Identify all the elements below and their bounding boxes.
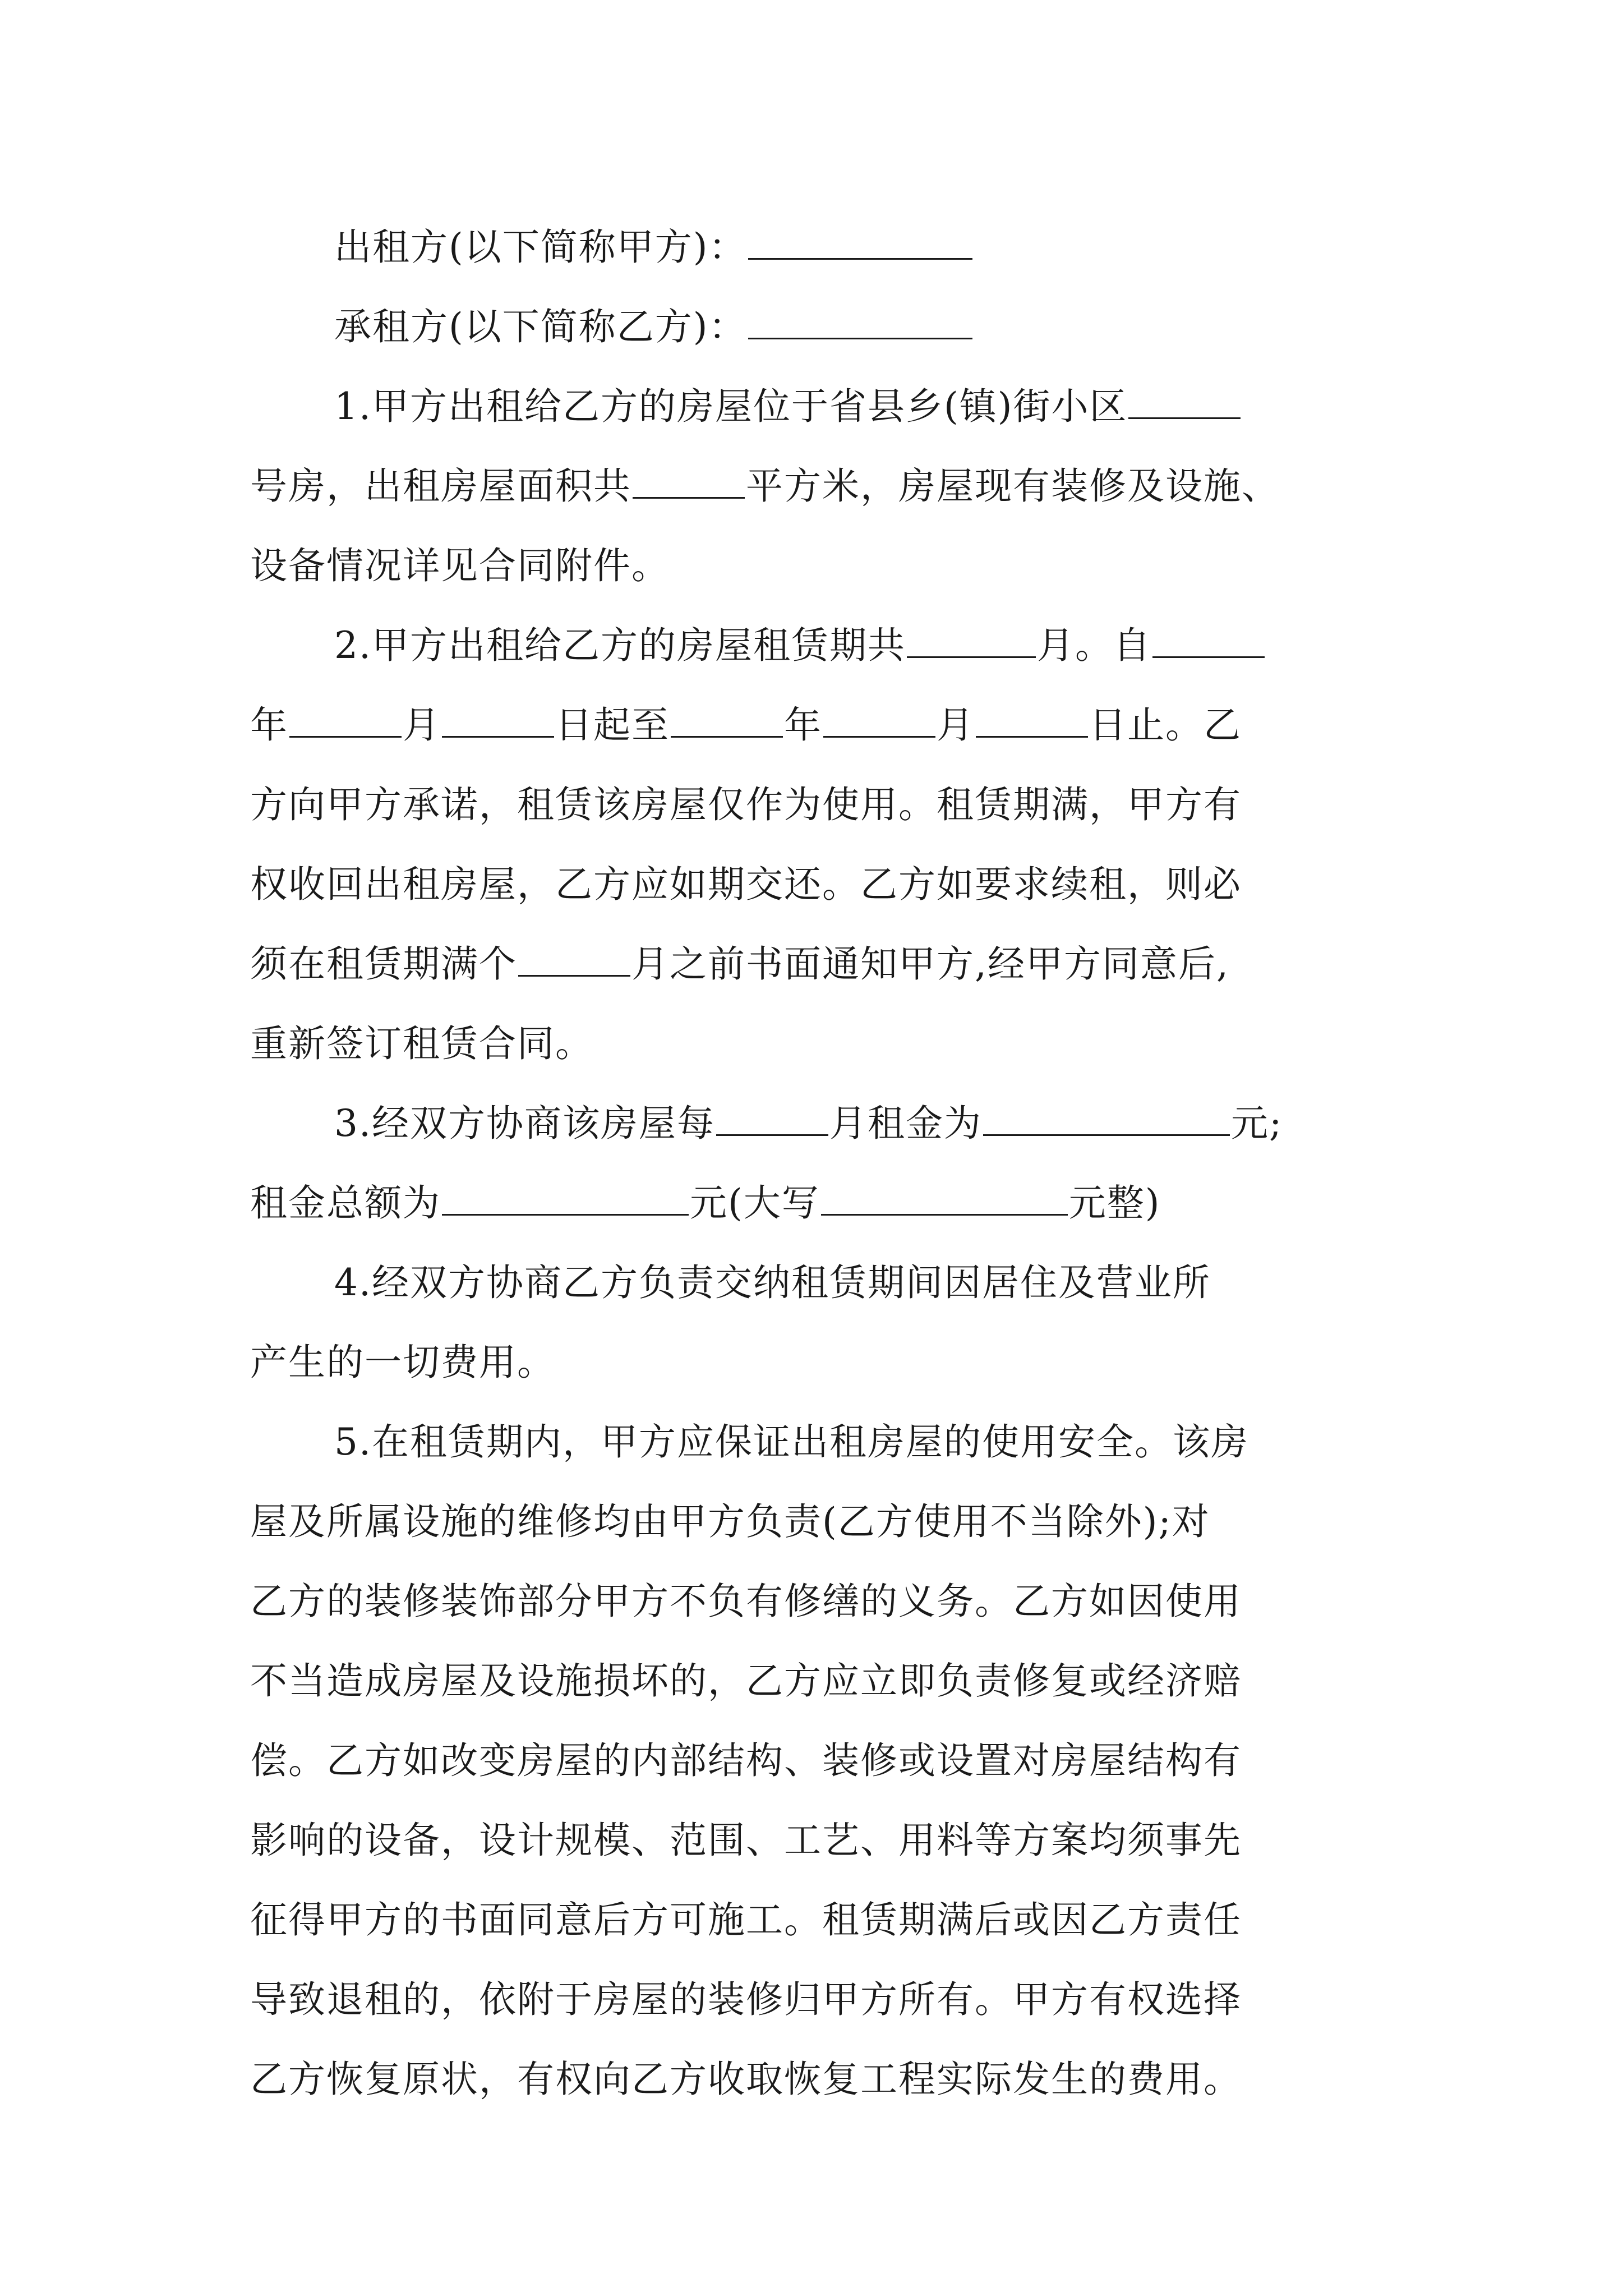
clause2-text: 月: [937, 703, 975, 747]
clause2-text: 重新签订租赁合同。: [250, 1022, 593, 1065]
clause4-line2: [250, 1323, 1405, 1402]
clause2-text: 日起至: [555, 703, 670, 747]
clause1-line3: [250, 526, 1405, 606]
clause2-text: 月。自: [1036, 624, 1151, 667]
clause5-line7: [250, 1880, 1405, 1960]
clause5-text: 导致退租的，依附于房屋的装修归甲方所有。甲方有权选择: [250, 1978, 1242, 2021]
start-year-blank: [1152, 624, 1265, 658]
clause2-line6: [250, 1004, 1405, 1084]
clause5-text: 乙方的装修装饰部分甲方不负有修缮的义务。乙方如因使用: [250, 1580, 1242, 1623]
clause5-line6: [250, 1801, 1405, 1880]
clause3-text: 元;: [1230, 1102, 1283, 1145]
clause2-text: 月: [403, 703, 441, 747]
clause1-text: 号房，出租房屋面积共: [250, 464, 631, 508]
clause3-line2: [250, 1163, 1405, 1243]
clause2-text: 年: [250, 703, 288, 747]
lessor-label: 出租方(以下简称甲方)：: [334, 226, 747, 269]
term-months-blank: [907, 624, 1036, 658]
clause5-text: 屋及所属设施的维修均由甲方负责(乙方使用不当除外);对: [250, 1500, 1210, 1543]
clause5-text: 不当造成房屋及设施损坏的，乙方应立即负责修复或经济赔: [250, 1659, 1242, 1703]
clause4-text: 4.经双方协商乙方负责交纳租赁期间因居住及营业所: [334, 1261, 1211, 1304]
end-day-blank: [976, 703, 1088, 738]
clause5-line3: [250, 1562, 1405, 1641]
lessee-label: 承租方(以下简称乙方)：: [334, 305, 747, 348]
clause3-text: 3.经双方协商该房屋每: [334, 1102, 715, 1145]
clause2-text: 年: [784, 703, 822, 747]
lessee-blank: [748, 305, 972, 339]
clause2-text: 日止。乙: [1089, 703, 1242, 747]
clause1-text: 1.甲方出租给乙方的房屋位于省县乡(镇)街小区: [334, 385, 1128, 428]
clause5-line4: [250, 1641, 1405, 1721]
rent-amount-blank: [983, 1102, 1230, 1136]
clause3-text: 元整): [1068, 1181, 1161, 1225]
contract-body: [250, 208, 1405, 2119]
clause1-line1: [250, 367, 1405, 447]
end-year-blank: [671, 703, 783, 738]
clause1-text: 平方米，房屋现有装修及设施、: [746, 464, 1280, 508]
clause3-text: 月租金为: [829, 1102, 982, 1145]
clause5-line2: [250, 1482, 1405, 1562]
clause5-line8: [250, 1960, 1405, 2040]
clause4-line1: [250, 1243, 1405, 1323]
clause4-text: 产生的一切费用。: [250, 1341, 555, 1384]
start-day-blank: [442, 703, 554, 738]
clause2-text: 月之前书面通知甲方,经甲方同意后,: [631, 942, 1229, 986]
clause5-line5: [250, 1721, 1405, 1801]
lessee-line: [250, 287, 1405, 367]
clause1-text: 设备情况详见合同附件。: [250, 544, 670, 587]
clause2-text: 须在租赁期满个: [250, 942, 517, 986]
clause2-text: 2.甲方出租给乙方的房屋租赁期共: [334, 624, 906, 667]
clause3-text: 元(大写: [690, 1181, 820, 1225]
clause5-text: 乙方恢复原状，有权向乙方收取恢复工程实际发生的费用。: [250, 2058, 1242, 2101]
clause5-text: 征得甲方的书面同意后方可施工。租赁期满后或因乙方责任: [250, 1898, 1242, 1941]
clause2-text: 方向甲方承诺，租赁该房屋仅作为使用。租赁期满，甲方有: [250, 783, 1242, 826]
clause5-line9: [250, 2040, 1405, 2119]
clause1-line2: [250, 447, 1405, 526]
rent-total-blank: [442, 1181, 689, 1216]
clause2-text: 权收回出租房屋，乙方应如期交还。乙方如要求续租，则必: [250, 863, 1242, 906]
lessor-blank: [748, 226, 972, 260]
clause2-line1: [250, 606, 1405, 685]
start-month-blank: [289, 703, 402, 738]
clause2-line5: [250, 924, 1405, 1004]
clause5-text: 5.在租赁期内，甲方应保证出租房屋的使用安全。该房: [334, 1420, 1249, 1464]
clause2-line2: [250, 685, 1405, 765]
clause5-text: 偿。乙方如改变房屋的内部结构、装修或设置对房屋结构有: [250, 1739, 1242, 1782]
clause3-line1: [250, 1084, 1405, 1163]
clause5-line1: [250, 1402, 1405, 1482]
rent-total-words-blank: [821, 1181, 1068, 1216]
clause3-text: 租金总额为: [250, 1181, 441, 1225]
clause2-line3: [250, 765, 1405, 845]
room-number-blank: [1128, 385, 1241, 419]
rent-period-blank: [716, 1102, 828, 1136]
area-blank: [633, 464, 745, 499]
clause5-text: 影响的设备，设计规模、范围、工艺、用料等方案均须事先: [250, 1819, 1242, 1862]
notice-months-blank: [518, 942, 630, 977]
end-month-blank: [823, 703, 935, 738]
clause2-line4: [250, 845, 1405, 924]
lessor-line: [250, 208, 1405, 287]
